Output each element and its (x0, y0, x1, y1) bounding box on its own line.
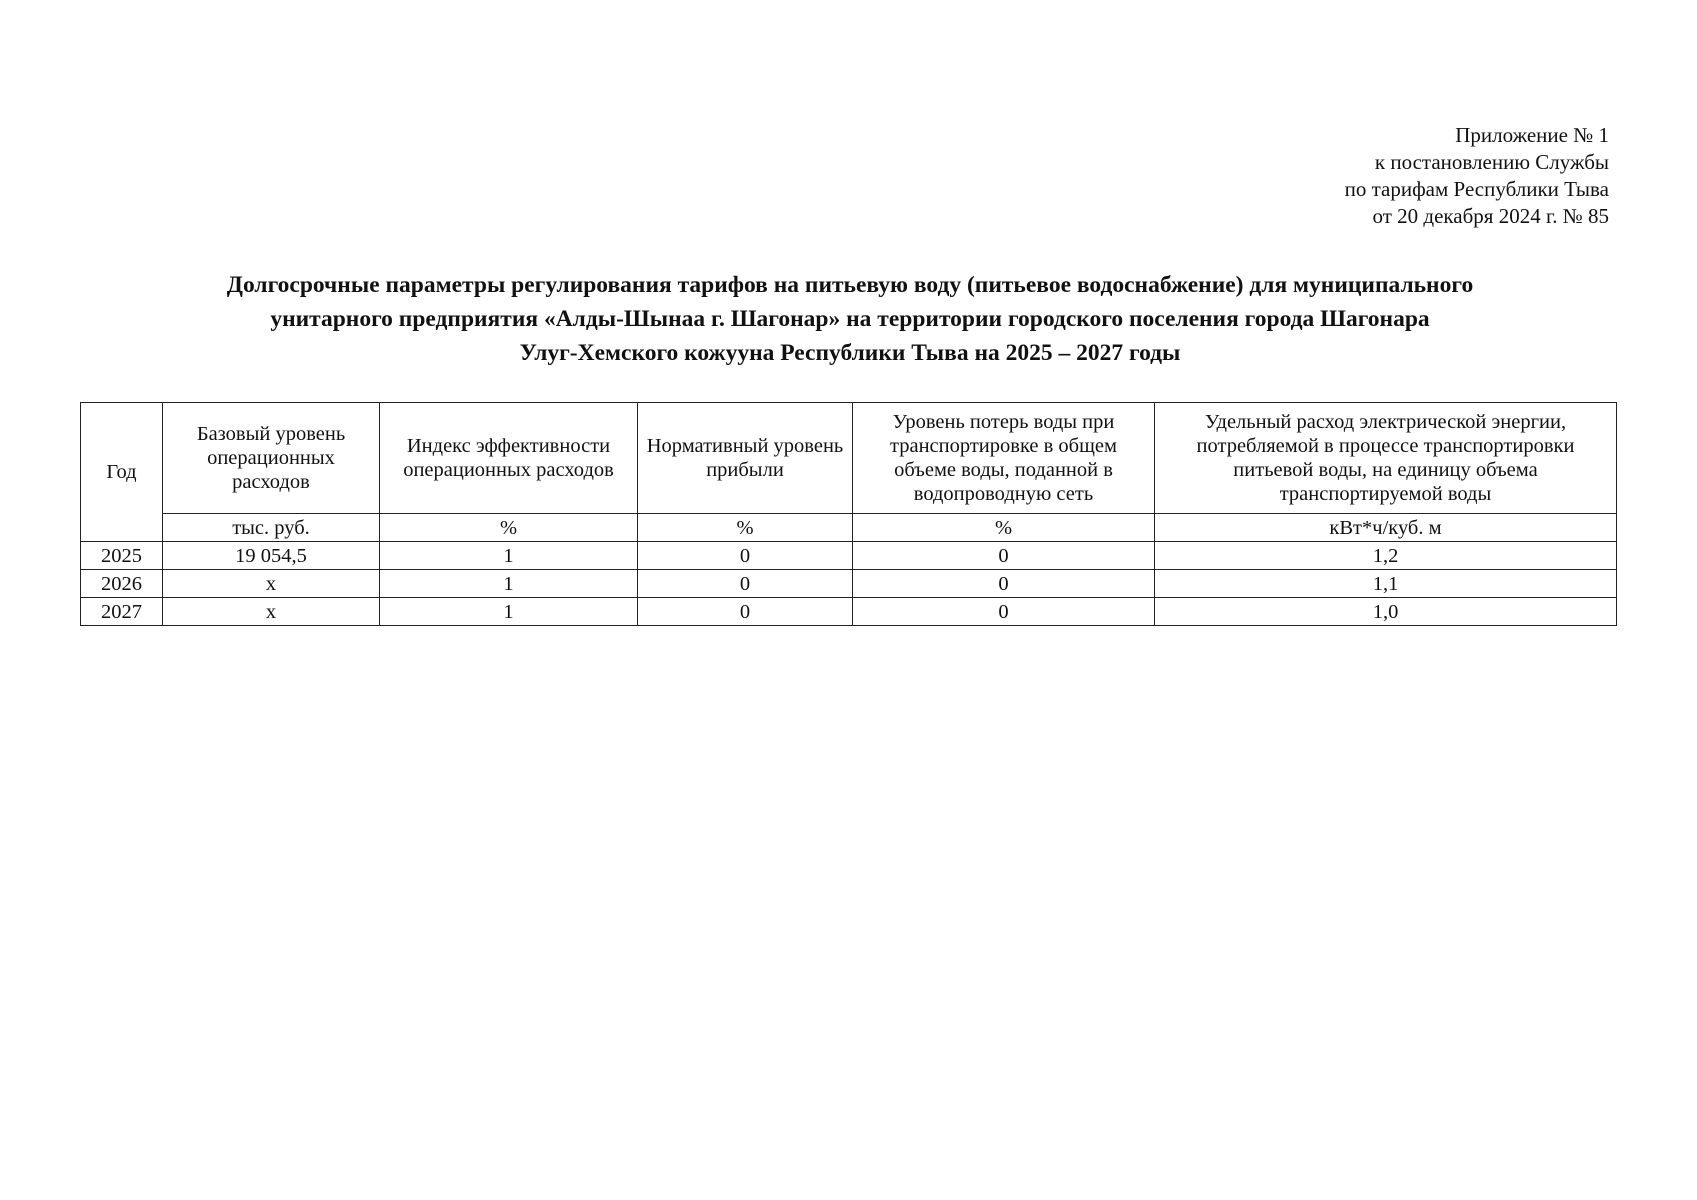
header-efficiency-index: Индекс эффективности операционных расходов (380, 403, 638, 514)
table-units-row (81, 514, 1617, 542)
appendix-line: Приложение № 1 (1455, 123, 1609, 147)
cell-base: х (163, 570, 380, 598)
cell-index: 1 (380, 598, 638, 626)
cell-base: х (163, 598, 380, 626)
header-profit-level: Нормативный уровень прибыли (638, 403, 853, 514)
cell-energy: 1,1 (1155, 570, 1617, 598)
cell-year: 2025 (81, 542, 163, 570)
cell-year: 2026 (81, 570, 163, 598)
appendix-line: от 20 декабря 2024 г. № 85 (1372, 204, 1609, 228)
header-water-loss: Уровень потерь воды при транспортировке в общем объеме воды, поданной в водопроводную сеть (853, 403, 1155, 514)
unit-profit: % (638, 514, 853, 542)
title-line: унитарного предприятия «Алды-Шынаа г. Шагонар» на территории городского поселения города Шагонара (270, 306, 1430, 332)
appendix-line: к постановлению Службы (1374, 150, 1609, 174)
cell-profit: 0 (638, 570, 853, 598)
header-year: Год (81, 403, 163, 542)
cell-profit: 0 (638, 542, 853, 570)
table-row (81, 570, 1617, 598)
header-base-level: Базовый уровень операционных расходов (163, 403, 380, 514)
header-energy-consumption: Удельный расход электрической энергии, потребляемой в процессе транспортировки питьевой воды, на единицу объема транспортируемой воды (1155, 403, 1617, 514)
cell-loss: 0 (853, 598, 1155, 626)
table-header-row (81, 403, 1617, 514)
cell-year: 2027 (81, 598, 163, 626)
unit-index: % (380, 514, 638, 542)
cell-loss: 0 (853, 570, 1155, 598)
cell-energy: 1,0 (1155, 598, 1617, 626)
cell-base: 19 054,5 (163, 542, 380, 570)
cell-index: 1 (380, 542, 638, 570)
appendix-block (1345, 122, 1609, 230)
document-title (60, 268, 1640, 370)
appendix-line: по тарифам Республики Тыва (1344, 177, 1609, 201)
title-line: Улуг-Хемского кожууна Республики Тыва на 2025 – 2027 годы (519, 340, 1181, 366)
cell-index: 1 (380, 570, 638, 598)
unit-energy: кВт*ч/куб. м (1155, 514, 1617, 542)
cell-profit: 0 (638, 598, 853, 626)
table-row (81, 542, 1617, 570)
parameters-table (80, 402, 1617, 626)
unit-loss: % (853, 514, 1155, 542)
unit-base: тыс. руб. (163, 514, 380, 542)
title-line: Долгосрочные параметры регулирования тарифов на питьевую воду (питьевое водоснабжение) для муниципального (226, 272, 1474, 298)
table-row (81, 598, 1617, 626)
cell-loss: 0 (853, 542, 1155, 570)
cell-energy: 1,2 (1155, 542, 1617, 570)
